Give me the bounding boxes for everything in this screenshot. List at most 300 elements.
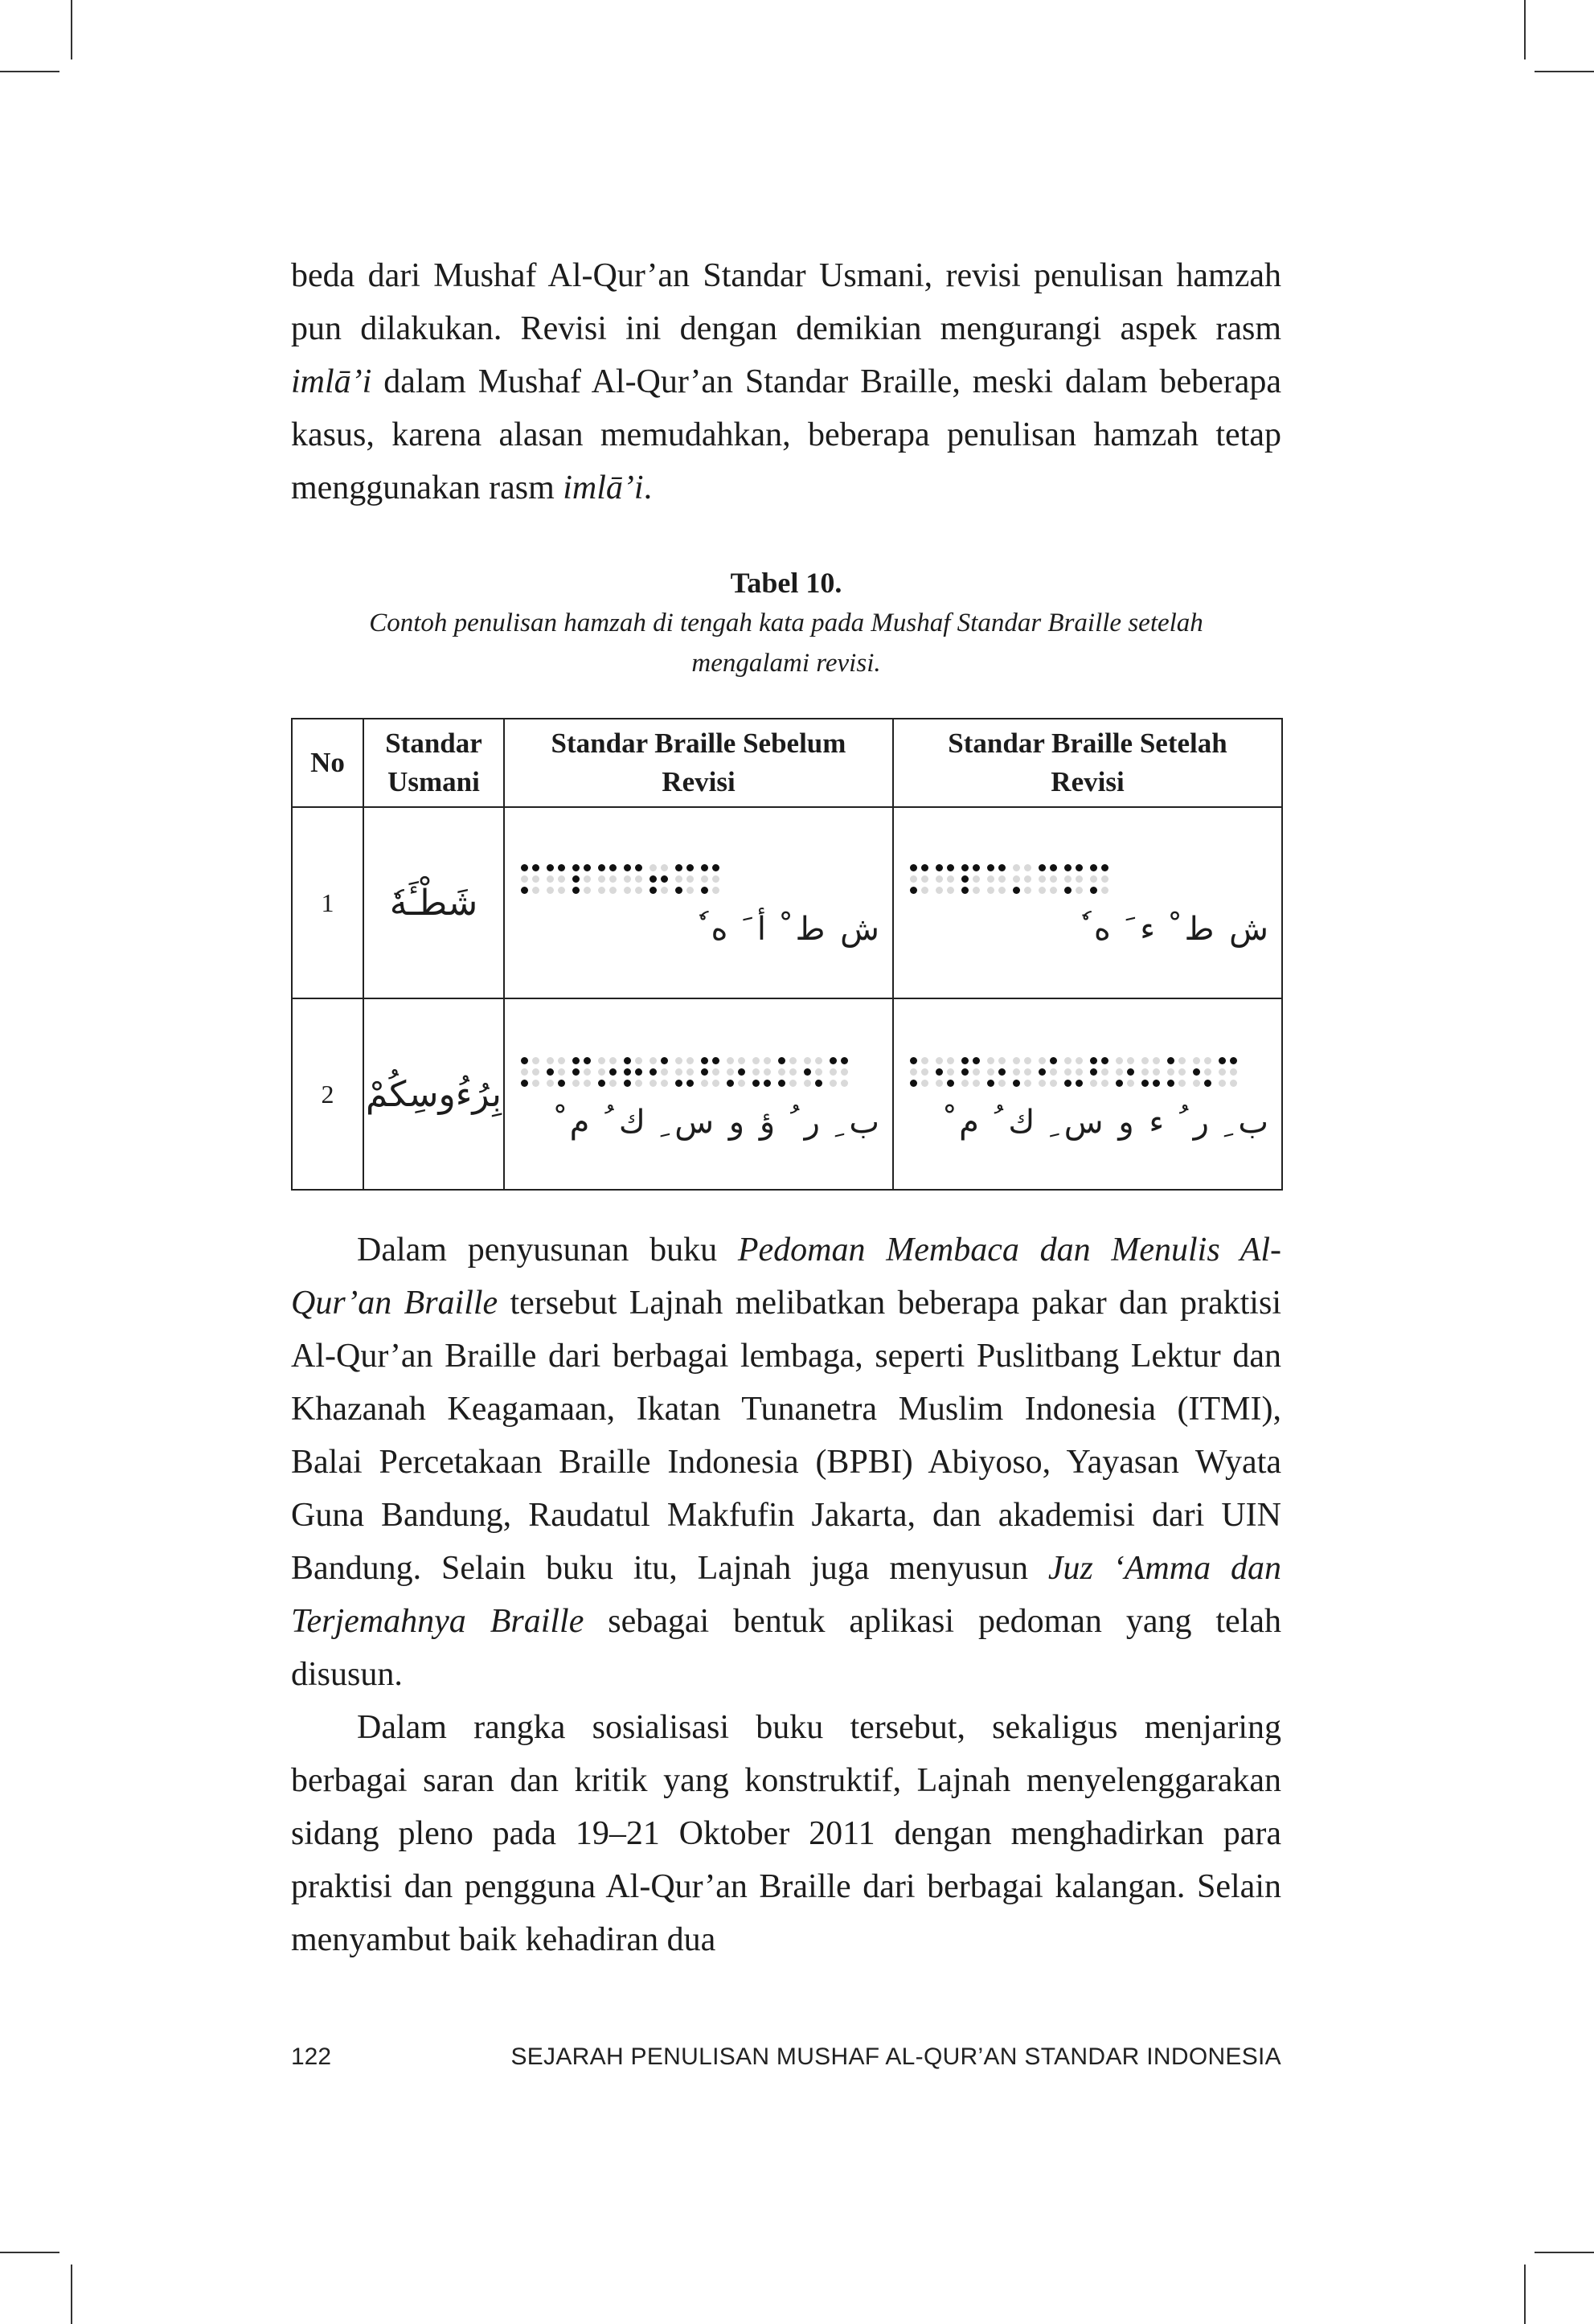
braille-dot <box>1153 1057 1160 1064</box>
braille-dot <box>609 1057 617 1064</box>
braille-dot <box>609 875 617 883</box>
arabic-transcription: ش ط ْ ء َ ه ٗ <box>1079 911 1268 948</box>
braille-dot <box>830 1080 837 1087</box>
braille-dot <box>521 875 528 883</box>
braille-cell-glyph <box>1013 1057 1031 1087</box>
braille-cell-glyph <box>1064 864 1083 894</box>
crop-mark <box>1535 2252 1594 2253</box>
braille-dot <box>841 1068 848 1076</box>
arabic-transcription: ب ِ ر ُ ء و س ِ ك ُ م ْ <box>945 1104 1268 1141</box>
braille-dot <box>1090 864 1097 871</box>
braille-dot <box>815 1080 822 1087</box>
table-caption <box>291 563 1281 683</box>
row-number: 1 <box>292 807 363 998</box>
braille-dot <box>572 1068 580 1076</box>
braille-dot <box>598 864 605 871</box>
braille-dot <box>1101 1057 1108 1064</box>
text-run: Dalam rangka sosialisasi buku tersebut, sekaligus menjaring berbagai saran dan kritik yang konstruktif, Lajnah menyelenggarakan sidang pleno pada 19–21 Oktober 2011 dengan menghadirkan para praktisi dan pengguna Al-Qur’an Braille dari berbagai kalangan. Selain menyambut baik kehadiran dua <box>291 1709 1281 1958</box>
text-run: beda dari Mushaf Al-Qur’an Standar Usmani, revisi penulisan hamzah pun dilakukan. Revisi ini dengan demikian mengurangi aspek rasm <box>291 257 1281 347</box>
braille-dot <box>661 1057 668 1064</box>
braille-dot <box>635 864 642 871</box>
braille-dot <box>624 1057 631 1064</box>
braille-dot <box>1064 1068 1072 1076</box>
body-text-top <box>291 249 1281 514</box>
braille-dot <box>727 1068 734 1076</box>
braille-dot <box>686 1080 694 1087</box>
braille-dot <box>921 1080 928 1087</box>
braille-dot <box>987 1080 994 1087</box>
braille-sequence <box>521 864 876 894</box>
braille-cell-glyph <box>830 1057 848 1087</box>
braille-dot <box>998 864 1006 871</box>
braille-dot <box>1024 1080 1031 1087</box>
braille-dot <box>649 887 657 894</box>
braille-dot <box>547 1068 554 1076</box>
braille-dot <box>727 1057 734 1064</box>
braille-dot <box>547 1080 554 1087</box>
page-footer <box>291 2043 1281 2080</box>
braille-dot <box>1193 1068 1200 1076</box>
braille-dot <box>1090 1057 1097 1064</box>
braille-dot <box>987 1057 994 1064</box>
braille-dot <box>947 1080 954 1087</box>
braille-dot <box>1127 1080 1134 1087</box>
braille-dot <box>558 1057 565 1064</box>
table-subtitle: mengalami revisi. <box>691 649 881 678</box>
braille-dot <box>547 864 554 871</box>
braille-dot <box>973 1057 980 1064</box>
braille-dot <box>936 864 943 871</box>
braille-dot <box>1050 864 1057 871</box>
braille-dot <box>532 864 539 871</box>
braille-dot <box>572 875 580 883</box>
braille-dot <box>1050 875 1057 883</box>
braille-dot <box>1076 1080 1083 1087</box>
braille-dot <box>998 1057 1006 1064</box>
braille-dot <box>738 1080 745 1087</box>
braille-dot <box>987 875 994 883</box>
braille-dot <box>921 1057 928 1064</box>
braille-dot <box>1039 887 1046 894</box>
braille-dot <box>649 1068 657 1076</box>
braille-dot <box>624 1080 631 1087</box>
braille-cell-glyph <box>521 864 539 894</box>
table-subtitle: Contoh penulisan hamzah di tengah kata pada Mushaf Standar Braille setelah <box>369 609 1203 637</box>
braille-dot <box>998 1068 1006 1076</box>
braille-dot <box>598 887 605 894</box>
usmani-cell <box>363 998 504 1190</box>
header-sebelum: Standar Braille Sebelum Revisi <box>504 719 893 807</box>
braille-dot <box>712 1057 719 1064</box>
braille-cell-glyph <box>910 1057 928 1087</box>
braille-dot <box>804 1068 811 1076</box>
braille-dot <box>1013 1068 1020 1076</box>
braille-cell <box>504 807 893 998</box>
braille-dot <box>910 875 917 883</box>
braille-dot <box>584 1068 591 1076</box>
braille-dot <box>936 887 943 894</box>
braille-dot <box>1039 875 1046 883</box>
braille-dot <box>1219 1068 1226 1076</box>
braille-cell-glyph <box>752 1057 771 1087</box>
braille-dot <box>1167 1068 1174 1076</box>
braille-dot <box>1090 1068 1097 1076</box>
braille-dot <box>532 875 539 883</box>
braille-cell-glyph <box>598 1057 617 1087</box>
braille-dot <box>973 875 980 883</box>
braille-dot <box>649 1080 657 1087</box>
braille-dot <box>572 887 580 894</box>
braille-dot <box>661 864 668 871</box>
braille-dot <box>1204 1057 1211 1064</box>
braille-dot <box>532 1080 539 1087</box>
braille-dot <box>1230 1057 1237 1064</box>
braille-dot <box>572 864 580 871</box>
braille-cell-glyph <box>649 1057 668 1087</box>
braille-dot <box>572 1080 580 1087</box>
text-run: . <box>643 469 653 506</box>
paragraph <box>291 1701 1281 1966</box>
braille-dot <box>1178 1080 1186 1087</box>
row-number: 2 <box>292 998 363 1190</box>
braille-dot <box>686 887 694 894</box>
braille-cell-glyph <box>936 864 954 894</box>
braille-cell-glyph <box>804 1057 822 1087</box>
braille-dot <box>712 1080 719 1087</box>
braille-dot <box>1219 1057 1226 1064</box>
braille-dot <box>738 1057 745 1064</box>
braille-cell-glyph <box>961 1057 980 1087</box>
braille-dot <box>1024 875 1031 883</box>
crop-mark <box>71 2265 72 2324</box>
header-setelah: Standar Braille Setelah Revisi <box>893 719 1282 807</box>
braille-dot <box>998 1080 1006 1087</box>
braille-dot <box>1076 875 1083 883</box>
braille-dot <box>1116 1068 1123 1076</box>
braille-dot <box>1013 1057 1020 1064</box>
braille-dot <box>1050 1080 1057 1087</box>
braille-dot <box>1076 887 1083 894</box>
braille-dot <box>661 875 668 883</box>
braille-dot <box>921 875 928 883</box>
braille-dot <box>701 1057 708 1064</box>
braille-dot <box>789 1080 797 1087</box>
braille-dot <box>752 1068 760 1076</box>
braille-cell-glyph <box>1013 864 1031 894</box>
braille-dot <box>778 1080 785 1087</box>
braille-cell-glyph <box>701 1057 719 1087</box>
crop-mark <box>0 2252 59 2253</box>
hamzah-table <box>291 718 1283 1191</box>
braille-dot <box>921 1068 928 1076</box>
braille-dot <box>961 875 969 883</box>
braille-dot <box>675 887 682 894</box>
braille-dot <box>598 1080 605 1087</box>
braille-cell-glyph <box>1039 864 1057 894</box>
braille-cell <box>504 998 893 1190</box>
usmani-word: بِرُءُوسِكُمْ <box>366 1073 502 1115</box>
braille-dot <box>661 887 668 894</box>
braille-dot <box>598 875 605 883</box>
braille-dot <box>635 887 642 894</box>
braille-dot <box>752 1080 760 1087</box>
braille-cell-glyph <box>521 1057 539 1087</box>
braille-dot <box>1178 1068 1186 1076</box>
braille-dot <box>961 1068 969 1076</box>
text-run: tersebut Lajnah melibatkan beberapa pakar dan praktisi Al-Qur’an Braille dari berbagai lembaga, seperti Puslitbang Lektur dan Khazanah Keagamaan, Ikatan Tunanetra Muslim Indonesia (ITMI), Balai Percetakaan Braille Indonesia (BPBI) Abiyoso, Yayasan Wyata Guna Bandung, Raudatul Makfufin Jakarta, dan akademisi dari UIN Bandung. Selain buku itu, Lajnah juga menyusun <box>291 1285 1281 1587</box>
body-text-bottom <box>291 1223 1281 1966</box>
braille-cell-glyph <box>987 864 1006 894</box>
braille-dot <box>1219 1080 1226 1087</box>
braille-dot <box>1039 1057 1046 1064</box>
braille-dot <box>1101 887 1108 894</box>
italic-text: imlā’i <box>563 469 644 506</box>
paragraph <box>291 249 1281 514</box>
braille-dot <box>521 1080 528 1087</box>
braille-dot <box>635 1080 642 1087</box>
braille-dot <box>1141 1068 1149 1076</box>
braille-dot <box>598 1057 605 1064</box>
braille-dot <box>701 887 708 894</box>
braille-cell-glyph <box>598 864 617 894</box>
braille-cell-glyph <box>1090 864 1108 894</box>
table-row <box>292 998 1282 1190</box>
braille-dot <box>584 875 591 883</box>
braille-dot <box>998 875 1006 883</box>
braille-dot <box>701 1068 708 1076</box>
braille-cell-glyph <box>701 864 719 894</box>
text-run: sebagai bentuk aplikasi pedoman yang telah disusun. <box>291 1603 1282 1693</box>
braille-dot <box>521 1068 528 1076</box>
braille-dot <box>936 1057 943 1064</box>
braille-dot <box>973 1080 980 1087</box>
braille-dot <box>547 887 554 894</box>
braille-dot <box>961 1080 969 1087</box>
braille-dot <box>584 1057 591 1064</box>
braille-cell-glyph <box>936 1057 954 1087</box>
braille-dot <box>675 1057 682 1064</box>
usmani-cell <box>363 807 504 998</box>
braille-cell-glyph <box>1141 1057 1160 1087</box>
braille-dot <box>521 864 528 871</box>
braille-dot <box>947 875 954 883</box>
braille-dot <box>609 864 617 871</box>
braille-dot <box>789 1057 797 1064</box>
braille-dot <box>609 887 617 894</box>
braille-dot <box>701 875 708 883</box>
braille-dot <box>1090 875 1097 883</box>
braille-dot <box>584 864 591 871</box>
braille-dot <box>712 875 719 883</box>
braille-cell-glyph <box>624 1057 642 1087</box>
braille-dot <box>1101 1080 1108 1087</box>
braille-dot <box>947 864 954 871</box>
braille-dot <box>936 1068 943 1076</box>
braille-cell-glyph <box>675 1057 694 1087</box>
braille-dot <box>947 887 954 894</box>
braille-cell-glyph <box>1167 1057 1186 1087</box>
braille-dot <box>764 1068 771 1076</box>
braille-dot <box>1039 1068 1046 1076</box>
braille-dot <box>1153 1068 1160 1076</box>
crop-mark <box>71 0 72 59</box>
braille-dot <box>1101 1068 1108 1076</box>
braille-dot <box>778 1057 785 1064</box>
arabic-transcription: ش ط ْ أ َ ه ٗ <box>695 911 879 948</box>
braille-cell-glyph <box>547 1057 565 1087</box>
braille-dot <box>815 1057 822 1064</box>
braille-dot <box>1204 1080 1211 1087</box>
braille-dot <box>936 875 943 883</box>
braille-dot <box>727 1080 734 1087</box>
braille-dot <box>1153 1080 1160 1087</box>
braille-dot <box>1101 875 1108 883</box>
braille-cell-glyph <box>1090 1057 1108 1087</box>
braille-dot <box>624 887 631 894</box>
braille-dot <box>752 1057 760 1064</box>
braille-dot <box>661 1080 668 1087</box>
braille-dot <box>558 1068 565 1076</box>
braille-cell-glyph <box>1219 1057 1237 1087</box>
braille-dot <box>609 1068 617 1076</box>
braille-dot <box>936 1080 943 1087</box>
braille-dot <box>675 1080 682 1087</box>
braille-cell-glyph <box>987 1057 1006 1087</box>
braille-dot <box>558 864 565 871</box>
braille-dot <box>649 1057 657 1064</box>
braille-dot <box>973 887 980 894</box>
braille-dot <box>1178 1057 1186 1064</box>
running-title: SEJARAH PENULISAN MUSHAF AL-QUR’AN STANDAR INDONESIA <box>510 2043 1281 2070</box>
braille-dot <box>624 875 631 883</box>
text-run: Dalam penyusunan buku <box>357 1232 738 1269</box>
braille-dot <box>712 864 719 871</box>
braille-dot <box>1039 864 1046 871</box>
braille-dot <box>521 887 528 894</box>
braille-cell-glyph <box>624 864 642 894</box>
braille-dot <box>1090 887 1097 894</box>
braille-dot <box>675 864 682 871</box>
braille-dot <box>1090 1080 1097 1087</box>
braille-cell-glyph <box>1193 1057 1211 1087</box>
braille-dot <box>686 864 694 871</box>
header-usmani: Standar Usmani <box>363 719 504 807</box>
braille-dot <box>1230 1080 1237 1087</box>
braille-dot <box>558 1080 565 1087</box>
braille-dot <box>815 1068 822 1076</box>
braille-dot <box>961 887 969 894</box>
braille-dot <box>1127 1068 1134 1076</box>
braille-dot <box>961 864 969 871</box>
table-row <box>292 807 1282 998</box>
braille-dot <box>987 864 994 871</box>
braille-dot <box>1101 864 1108 871</box>
braille-dot <box>635 875 642 883</box>
braille-dot <box>675 1068 682 1076</box>
braille-dot <box>701 1080 708 1087</box>
braille-dot <box>1167 1080 1174 1087</box>
braille-sequence <box>910 864 1265 894</box>
braille-dot <box>1193 1057 1200 1064</box>
braille-cell-glyph <box>1064 1057 1083 1087</box>
arabic-transcription: ب ِ ر ُ ؤ و س ِ ك ُ م ْ <box>555 1104 879 1141</box>
braille-dot <box>1024 887 1031 894</box>
page-number: 122 <box>291 2043 332 2070</box>
braille-cell-glyph <box>649 864 668 894</box>
italic-text: Pedoman Membaca dan Menulis Al-Qur’an Braille <box>291 1232 1281 1322</box>
braille-cell-glyph <box>547 864 565 894</box>
braille-dot <box>910 1068 917 1076</box>
braille-dot <box>1050 887 1057 894</box>
braille-dot <box>558 887 565 894</box>
braille-dot <box>973 864 980 871</box>
italic-text: Juz ‘Amma dan Terjemahnya Braille <box>291 1550 1281 1640</box>
braille-cell-glyph <box>910 864 928 894</box>
braille-cell-glyph <box>572 1057 591 1087</box>
braille-cell-glyph <box>1039 1057 1057 1087</box>
braille-dot <box>1064 887 1072 894</box>
braille-dot <box>987 1068 994 1076</box>
crop-mark <box>1524 2265 1526 2324</box>
braille-dot <box>1050 1057 1057 1064</box>
braille-dot <box>532 1057 539 1064</box>
braille-dot <box>961 1057 969 1064</box>
braille-dot <box>1141 1080 1149 1087</box>
braille-dot <box>584 1080 591 1087</box>
braille-dot <box>609 1080 617 1087</box>
braille-cell-glyph <box>1116 1057 1134 1087</box>
braille-dot <box>910 1057 917 1064</box>
braille-sequence <box>521 1057 876 1087</box>
braille-dot <box>532 1068 539 1076</box>
braille-dot <box>624 1068 631 1076</box>
braille-dot <box>1141 1057 1149 1064</box>
braille-cell-glyph <box>572 864 591 894</box>
braille-dot <box>649 864 657 871</box>
braille-dot <box>712 887 719 894</box>
braille-dot <box>841 1080 848 1087</box>
braille-dot <box>701 864 708 871</box>
braille-dot <box>686 875 694 883</box>
header-no: No <box>292 719 363 807</box>
braille-dot <box>1116 1057 1123 1064</box>
braille-dot <box>1076 1068 1083 1076</box>
table-title: Tabel 10. <box>730 567 842 599</box>
table-header-row <box>292 719 1282 807</box>
braille-dot <box>1039 1080 1046 1087</box>
braille-dot <box>661 1068 668 1076</box>
braille-dot <box>1167 1057 1174 1064</box>
braille-cell-glyph <box>961 864 980 894</box>
braille-dot <box>804 1080 811 1087</box>
braille-dot <box>910 864 917 871</box>
braille-dot <box>547 875 554 883</box>
braille-dot <box>558 875 565 883</box>
braille-dot <box>830 1057 837 1064</box>
braille-dot <box>910 887 917 894</box>
braille-cell-glyph <box>675 864 694 894</box>
braille-cell-glyph <box>727 1057 745 1087</box>
braille-dot <box>778 1068 785 1076</box>
braille-dot <box>987 887 994 894</box>
braille-dot <box>1024 864 1031 871</box>
braille-dot <box>584 887 591 894</box>
paragraph <box>291 1223 1281 1701</box>
braille-dot <box>1064 875 1072 883</box>
crop-mark <box>1524 0 1526 59</box>
italic-text: imlā’i <box>291 363 372 400</box>
braille-dot <box>1064 1057 1072 1064</box>
